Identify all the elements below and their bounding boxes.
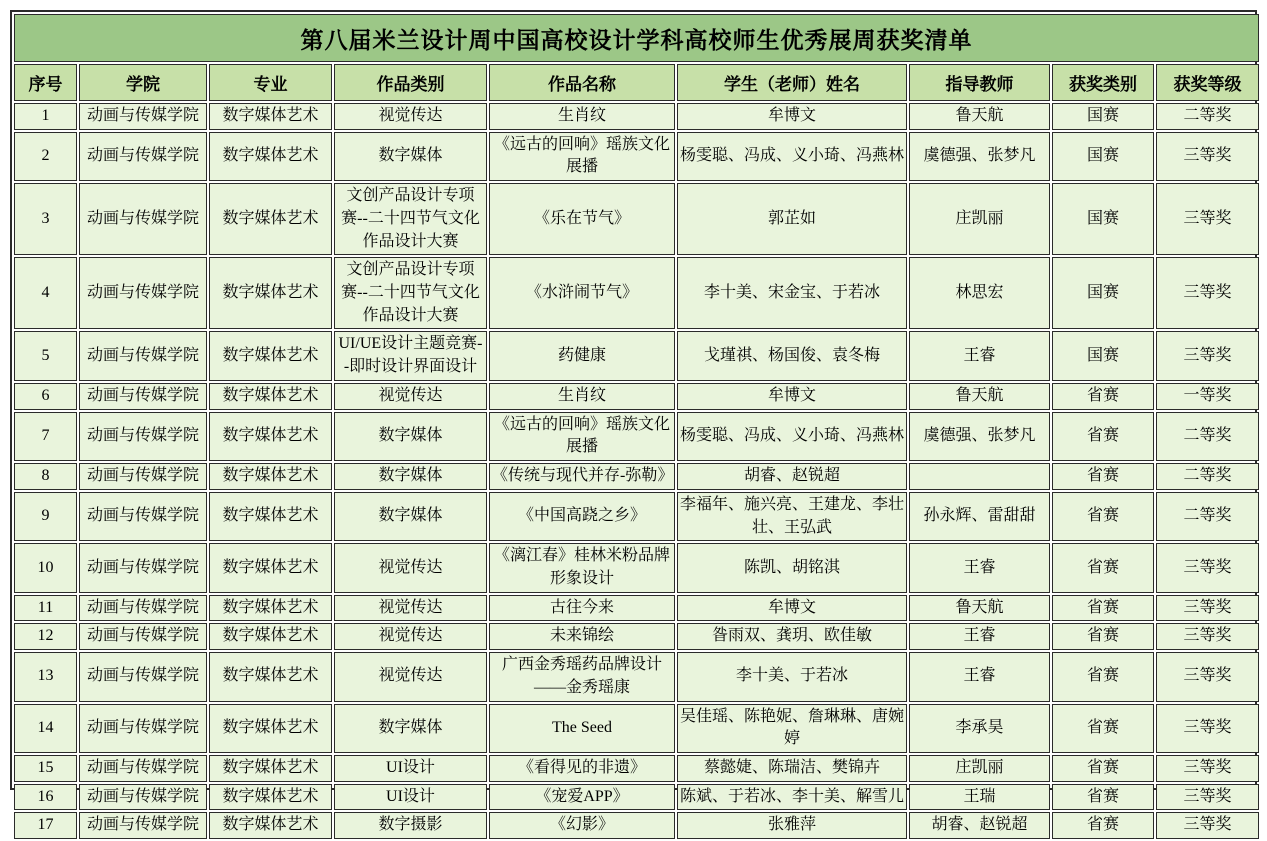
cell-work-title: The Seed	[489, 704, 675, 753]
cell-index: 8	[14, 463, 77, 490]
cell-work-title: 《幻影》	[489, 812, 675, 839]
cell-major: 数字媒体艺术	[209, 463, 332, 490]
header-row	[14, 64, 1259, 101]
cell-award-type: 省赛	[1052, 623, 1154, 650]
cell-major: 数字媒体艺术	[209, 623, 332, 650]
cell-major: 数字媒体艺术	[209, 543, 332, 592]
table-row	[14, 623, 1259, 650]
cell-award-level: 三等奖	[1156, 704, 1259, 753]
cell-college: 动画与传媒学院	[79, 132, 207, 181]
cell-award-level: 三等奖	[1156, 595, 1259, 622]
cell-students: 李十美、于若冰	[677, 652, 907, 701]
cell-advisor: 李承昊	[909, 704, 1050, 753]
cell-college: 动画与传媒学院	[79, 704, 207, 753]
column-header-work-title: 作品名称	[489, 64, 675, 101]
column-header-advisor: 指导教师	[909, 64, 1050, 101]
cell-award-level: 二等奖	[1156, 412, 1259, 461]
cell-college: 动画与传媒学院	[79, 257, 207, 329]
table-row	[14, 784, 1259, 811]
cell-students: 戈瑾祺、杨国俊、袁冬梅	[677, 331, 907, 380]
cell-major: 数字媒体艺术	[209, 257, 332, 329]
column-header-category: 作品类别	[334, 64, 487, 101]
cell-students: 陈斌、于若冰、李十美、解雪儿	[677, 784, 907, 811]
cell-advisor: 虞德强、张梦凡	[909, 412, 1050, 461]
cell-students: 李福年、施兴亮、王建龙、李壮壮、王弘武	[677, 492, 907, 541]
cell-award-level: 三等奖	[1156, 652, 1259, 701]
column-header-college: 学院	[79, 64, 207, 101]
cell-award-level: 三等奖	[1156, 623, 1259, 650]
cell-index: 10	[14, 543, 77, 592]
cell-college: 动画与传媒学院	[79, 103, 207, 130]
cell-college: 动画与传媒学院	[79, 543, 207, 592]
cell-award-type: 省赛	[1052, 812, 1154, 839]
cell-index: 16	[14, 784, 77, 811]
cell-award-type: 省赛	[1052, 463, 1154, 490]
cell-students: 昝雨双、龚玥、欧佳敏	[677, 623, 907, 650]
cell-advisor: 王睿	[909, 652, 1050, 701]
cell-advisor: 庄凯丽	[909, 183, 1050, 255]
cell-advisor: 鲁天航	[909, 595, 1050, 622]
table-body	[14, 103, 1259, 839]
cell-students: 杨雯聪、冯成、义小琦、冯燕林	[677, 132, 907, 181]
cell-students: 胡睿、赵锐超	[677, 463, 907, 490]
cell-award-type: 省赛	[1052, 543, 1154, 592]
cell-students: 牟博文	[677, 103, 907, 130]
table-row	[14, 492, 1259, 541]
cell-major: 数字媒体艺术	[209, 652, 332, 701]
cell-students: 牟博文	[677, 595, 907, 622]
cell-award-type: 省赛	[1052, 383, 1154, 410]
column-header-award-type: 获奖类别	[1052, 64, 1154, 101]
cell-index: 11	[14, 595, 77, 622]
cell-students: 杨雯聪、冯成、义小琦、冯燕林	[677, 412, 907, 461]
column-header-major: 专业	[209, 64, 332, 101]
page-title: 第八届米兰设计周中国高校设计学科高校师生优秀展周获奖清单	[14, 14, 1259, 62]
cell-work-title: 《中国高跷之乡》	[489, 492, 675, 541]
cell-category: 数字媒体	[334, 132, 487, 181]
cell-advisor: 庄凯丽	[909, 755, 1050, 782]
cell-work-title: 《漓江春》桂林米粉品牌形象设计	[489, 543, 675, 592]
table-row	[14, 257, 1259, 329]
cell-major: 数字媒体艺术	[209, 383, 332, 410]
cell-students: 蔡懿婕、陈瑞洁、樊锦卉	[677, 755, 907, 782]
cell-college: 动画与传媒学院	[79, 623, 207, 650]
cell-major: 数字媒体艺术	[209, 412, 332, 461]
cell-major: 数字媒体艺术	[209, 103, 332, 130]
cell-category: UI设计	[334, 755, 487, 782]
cell-college: 动画与传媒学院	[79, 652, 207, 701]
cell-work-title: 《水浒闹节气》	[489, 257, 675, 329]
column-header-award-level: 获奖等级	[1156, 64, 1259, 101]
cell-award-type: 国赛	[1052, 257, 1154, 329]
cell-award-type: 省赛	[1052, 492, 1154, 541]
cell-award-level: 三等奖	[1156, 257, 1259, 329]
cell-advisor: 王瑞	[909, 784, 1050, 811]
title-row	[14, 14, 1259, 62]
cell-major: 数字媒体艺术	[209, 183, 332, 255]
table-row	[14, 704, 1259, 753]
cell-college: 动画与传媒学院	[79, 595, 207, 622]
cell-work-title: 《宠爱APP》	[489, 784, 675, 811]
cell-major: 数字媒体艺术	[209, 784, 332, 811]
cell-award-type: 国赛	[1052, 103, 1154, 130]
cell-major: 数字媒体艺术	[209, 132, 332, 181]
cell-category: 文创产品设计专项赛--二十四节气文化作品设计大赛	[334, 257, 487, 329]
cell-award-level: 三等奖	[1156, 812, 1259, 839]
cell-index: 13	[14, 652, 77, 701]
cell-work-title: 未来锦绘	[489, 623, 675, 650]
cell-college: 动画与传媒学院	[79, 383, 207, 410]
cell-major: 数字媒体艺术	[209, 492, 332, 541]
cell-index: 3	[14, 183, 77, 255]
cell-category: 数字媒体	[334, 463, 487, 490]
cell-advisor: 胡睿、赵锐超	[909, 812, 1050, 839]
cell-index: 12	[14, 623, 77, 650]
cell-major: 数字媒体艺术	[209, 704, 332, 753]
table-row	[14, 412, 1259, 461]
cell-award-level: 三等奖	[1156, 331, 1259, 380]
cell-advisor: 鲁天航	[909, 383, 1050, 410]
cell-award-type: 国赛	[1052, 183, 1154, 255]
cell-index: 6	[14, 383, 77, 410]
table-row	[14, 463, 1259, 490]
cell-students: 牟博文	[677, 383, 907, 410]
cell-work-title: 《看得见的非遗》	[489, 755, 675, 782]
cell-major: 数字媒体艺术	[209, 755, 332, 782]
cell-work-title: 生肖纹	[489, 383, 675, 410]
awards-table	[12, 12, 1261, 841]
cell-index: 4	[14, 257, 77, 329]
cell-award-type: 国赛	[1052, 331, 1154, 380]
cell-category: 数字摄影	[334, 812, 487, 839]
cell-advisor: 鲁天航	[909, 103, 1050, 130]
awards-sheet	[10, 10, 1257, 834]
cell-category: 视觉传达	[334, 103, 487, 130]
table-row	[14, 595, 1259, 622]
cell-award-level: 三等奖	[1156, 183, 1259, 255]
cell-work-title: 《传统与现代并存-弥勒》	[489, 463, 675, 490]
cell-award-type: 省赛	[1052, 652, 1154, 701]
cell-students: 张雅萍	[677, 812, 907, 839]
cell-category: 视觉传达	[334, 543, 487, 592]
cell-students: 李十美、宋金宝、于若冰	[677, 257, 907, 329]
cell-advisor: 王睿	[909, 543, 1050, 592]
cell-major: 数字媒体艺术	[209, 331, 332, 380]
cell-category: 数字媒体	[334, 412, 487, 461]
cell-college: 动画与传媒学院	[79, 492, 207, 541]
cell-award-type: 省赛	[1052, 784, 1154, 811]
cell-award-type: 省赛	[1052, 595, 1154, 622]
cell-students: 陈凯、胡铭淇	[677, 543, 907, 592]
cell-index: 1	[14, 103, 77, 130]
cell-college: 动画与传媒学院	[79, 463, 207, 490]
cell-college: 动画与传媒学院	[79, 812, 207, 839]
cell-award-level: 一等奖	[1156, 383, 1259, 410]
cell-work-title: 古往今来	[489, 595, 675, 622]
cell-award-type: 省赛	[1052, 704, 1154, 753]
cell-index: 15	[14, 755, 77, 782]
cell-index: 14	[14, 704, 77, 753]
cell-award-type: 省赛	[1052, 412, 1154, 461]
cell-category: 视觉传达	[334, 595, 487, 622]
cell-award-level: 三等奖	[1156, 132, 1259, 181]
cell-category: UI/UE设计主题竞赛--即时设计界面设计	[334, 331, 487, 380]
column-header-index: 序号	[14, 64, 77, 101]
cell-category: 数字媒体	[334, 704, 487, 753]
cell-college: 动画与传媒学院	[79, 183, 207, 255]
table-row	[14, 812, 1259, 839]
table-row	[14, 755, 1259, 782]
cell-index: 2	[14, 132, 77, 181]
cell-work-title: 《乐在节气》	[489, 183, 675, 255]
cell-award-level: 二等奖	[1156, 463, 1259, 490]
column-header-students: 学生（老师）姓名	[677, 64, 907, 101]
cell-award-type: 国赛	[1052, 132, 1154, 181]
table-row	[14, 331, 1259, 380]
table-row	[14, 383, 1259, 410]
cell-advisor: 孙永辉、雷甜甜	[909, 492, 1050, 541]
cell-major: 数字媒体艺术	[209, 812, 332, 839]
cell-award-level: 二等奖	[1156, 492, 1259, 541]
cell-students: 郭芷如	[677, 183, 907, 255]
cell-award-level: 二等奖	[1156, 103, 1259, 130]
cell-advisor: 虞德强、张梦凡	[909, 132, 1050, 181]
cell-college: 动画与传媒学院	[79, 331, 207, 380]
cell-advisor	[909, 463, 1050, 490]
table-row	[14, 103, 1259, 130]
cell-category: UI设计	[334, 784, 487, 811]
cell-award-level: 三等奖	[1156, 755, 1259, 782]
cell-category: 视觉传达	[334, 652, 487, 701]
cell-advisor: 王睿	[909, 331, 1050, 380]
cell-category: 视觉传达	[334, 623, 487, 650]
cell-work-title: 《远古的回响》瑶族文化展播	[489, 132, 675, 181]
cell-advisor: 林思宏	[909, 257, 1050, 329]
table-row	[14, 183, 1259, 255]
cell-work-title: 药健康	[489, 331, 675, 380]
cell-category: 数字媒体	[334, 492, 487, 541]
cell-work-title: 广西金秀瑶药品牌设计——金秀瑶康	[489, 652, 675, 701]
cell-category: 视觉传达	[334, 383, 487, 410]
cell-college: 动画与传媒学院	[79, 412, 207, 461]
cell-work-title: 生肖纹	[489, 103, 675, 130]
cell-award-level: 三等奖	[1156, 784, 1259, 811]
cell-index: 5	[14, 331, 77, 380]
cell-category: 文创产品设计专项赛--二十四节气文化作品设计大赛	[334, 183, 487, 255]
cell-index: 9	[14, 492, 77, 541]
cell-index: 17	[14, 812, 77, 839]
cell-major: 数字媒体艺术	[209, 595, 332, 622]
cell-award-type: 省赛	[1052, 755, 1154, 782]
cell-college: 动画与传媒学院	[79, 784, 207, 811]
table-row	[14, 652, 1259, 701]
cell-award-level: 三等奖	[1156, 543, 1259, 592]
table-row	[14, 132, 1259, 181]
table-row	[14, 543, 1259, 592]
cell-advisor: 王睿	[909, 623, 1050, 650]
cell-index: 7	[14, 412, 77, 461]
cell-students: 吴佳瑶、陈艳妮、詹琳琳、唐婉婷	[677, 704, 907, 753]
cell-work-title: 《远古的回响》瑶族文化展播	[489, 412, 675, 461]
cell-college: 动画与传媒学院	[79, 755, 207, 782]
